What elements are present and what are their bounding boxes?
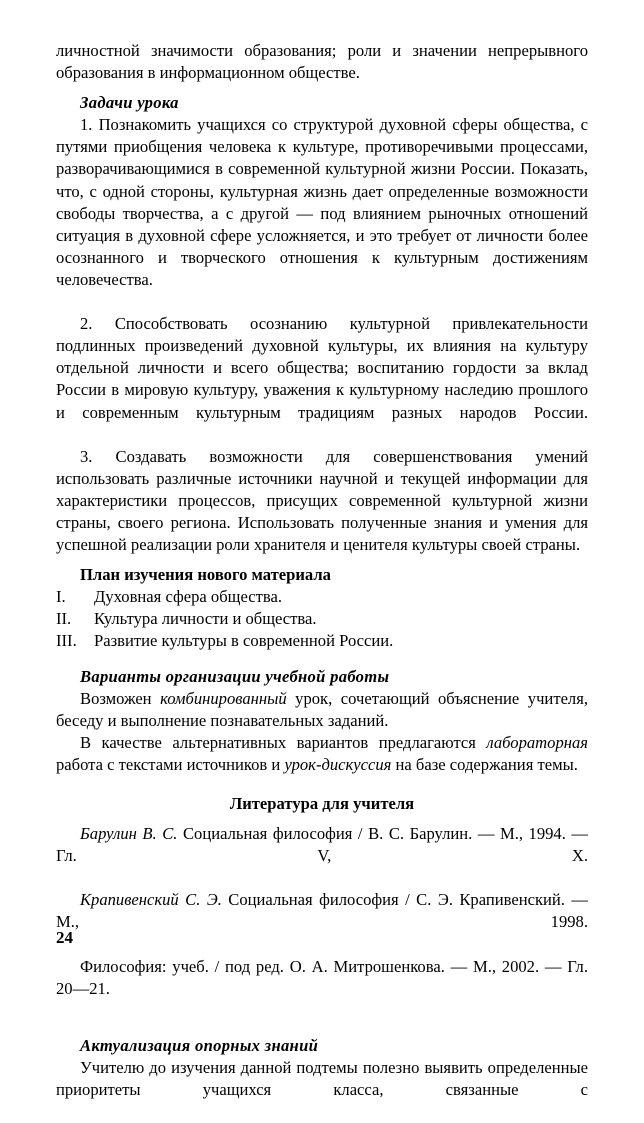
- variants-p2-part3: на базе содержания темы.: [391, 754, 578, 774]
- plan-item: [56, 586, 588, 608]
- page-content: [56, 40, 588, 1123]
- variants-p2-italic1: лабораторная: [486, 732, 588, 752]
- objective-item-3: 3. Создавать возможности для совершенствования умений использовать различные источники научной и текущей информации для характеристики процессов, присущих современной культурной жизни страны, своего региона. Использовать полученные знания и умения для успешной реализации роли хранителя и ценителя культуры своей страны.: [56, 446, 588, 555]
- plan-item-numeral: II.: [56, 609, 72, 629]
- plan-item-label: Культура личности и общества.: [94, 609, 317, 629]
- plan-item: [56, 608, 588, 630]
- spacer: [56, 556, 588, 564]
- spacer: [56, 776, 588, 793]
- objective-item-1: 1. Познакомить учащихся со структурой духовной сферы общества, с путями приобщения человека к культуре, противоречивыми процессами, разворачивающимися в современной культурной жизни России. Показать, что, с одной стороны, культурная жизнь дает определенные возможности свободы творчества, а с другой — под влиянием рыночных отношений ситуация в духовной сфере усложняется, и это требует от личности более осознанного и творческого отношения к культурным достижениям человечества.: [56, 115, 588, 289]
- literature-heading: Литература для учителя: [229, 794, 415, 813]
- literature-entry: [56, 823, 588, 889]
- plan-item-numeral: III.: [56, 631, 77, 651]
- plan-list: [56, 586, 588, 652]
- spacer: [56, 815, 588, 823]
- plan-item: [56, 630, 588, 652]
- spacer: [56, 84, 588, 92]
- literature-entry-rest: Социальная философия / В. С. Барулин. — М., 1994. — Гл. V, X.: [56, 824, 588, 866]
- literature-entry: [56, 956, 588, 1022]
- actualization-paragraph: Учителю до изучения данной подтемы полезно выявить определенные приоритеты учащихся класса, связанные с: [56, 1058, 588, 1100]
- literature-entry-rest: Философия: учеб. / под ред. О. А. Митрошенкова. — М., 2002. — Гл. 20—21.: [56, 956, 588, 998]
- plan-item-label: Духовная сфера общества.: [94, 587, 282, 607]
- literature-entry: [56, 889, 588, 955]
- spacer: [56, 653, 588, 666]
- plan-heading: План изучения нового материала: [80, 565, 331, 585]
- variants-paragraph-1: [56, 688, 588, 732]
- actualization-heading: Актуализация опорных знаний: [80, 1035, 319, 1055]
- literature-entry-rest: Социальная философия / С. Э. Крапивенский. — М., 1998.: [56, 890, 588, 932]
- spacer: [56, 1022, 588, 1035]
- literature-entry-author: Крапивенский С. Э.: [80, 890, 222, 910]
- variants-p1-before: Возможен: [80, 688, 161, 708]
- variants-p2-part2: работа с текстами источников и: [56, 754, 285, 774]
- variants-p1-after: урок, сочетающий объяснение учителя, беседу и выполнение познавательных заданий.: [56, 688, 588, 730]
- literature-entry-author: Барулин В. С.: [80, 824, 178, 844]
- variants-p1-italic: комбинированный: [160, 688, 287, 708]
- objective-item-2: 2. Способствовать осознанию культурной привлекательности подлинных произведений духовной культуры, их влияния на культуру отдельной личности и всего общества; воспитанию гордости за вклад России в мировую культуру, уважения к культурному наследию прошлого и современным культурным традициям разных народов России.: [56, 314, 588, 422]
- continuation-paragraph: личностной значимости образования; роли и значении непрерывного образования в информационном обществе.: [56, 41, 588, 83]
- page-number: 24: [56, 928, 73, 947]
- objectives-heading: Задачи урока: [80, 93, 179, 113]
- variants-paragraph-2: [56, 732, 588, 776]
- plan-item-label: Развитие культуры в современной России.: [94, 631, 394, 651]
- variants-heading: Варианты организации учебной работы: [80, 666, 390, 686]
- variants-p2-italic2: урок-дискуссия: [284, 754, 392, 774]
- plan-item-numeral: I.: [56, 587, 66, 607]
- variants-p2-part1: В качестве альтернативных вариантов предлагаются: [80, 732, 487, 752]
